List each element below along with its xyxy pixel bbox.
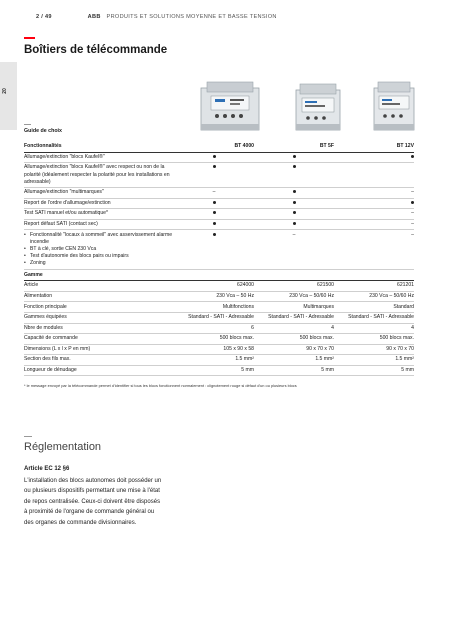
mark-cell <box>174 230 254 269</box>
mark-cell: – <box>334 219 414 230</box>
mark-cell: – <box>334 188 414 199</box>
gamme-value-cell: Standard - SATI - Adressable <box>174 312 254 323</box>
gamme-value-cell: 4 <box>334 323 414 334</box>
gamme-value-cell: 1.5 mm² <box>254 355 334 366</box>
gamme-value-cell: 6 <box>174 323 254 334</box>
reglementation-title: Réglementation <box>24 441 102 453</box>
gamme-label-cell: Alimentation <box>24 291 174 302</box>
page-header <box>36 14 277 20</box>
mark-cell <box>334 152 414 163</box>
gamme-value-cell: 230 Vca – 50 Hz <box>174 291 254 302</box>
mark-cell <box>254 198 334 209</box>
col-header: BT 4000 <box>174 142 254 152</box>
gamme-row <box>24 312 414 323</box>
col-header: BT 5F <box>254 142 334 152</box>
feature-label: Allumage/extinction "blocs Kaufel®" <box>24 152 174 163</box>
gamme-value-cell: Standard - SATI - Adressable <box>254 312 334 323</box>
dot-icon <box>293 201 296 204</box>
gamme-row <box>24 281 414 292</box>
features-body <box>24 152 414 230</box>
page-title: Boîtiers de télécommande <box>24 44 168 56</box>
gamme-value-cell: 500 blocs max. <box>334 334 414 345</box>
mark-cell <box>254 209 334 220</box>
bullet-item: • BT à clé, sortie CEN 230 Vca <box>24 246 174 253</box>
gamme-value-cell: 105 x 90 x 58 <box>174 344 254 355</box>
reglementation-text: L'installation des blocs autonomes doit posséder un ou plusieurs dispositifs permettant une mise à l'état de repos centralisée. Ceux-ci doivent être disposés à proximité de l'organe de commande général ou des organes de commande divisionnaires. <box>24 478 162 526</box>
feature-row <box>24 163 414 188</box>
gamme-label-cell: Capacité de commande <box>24 334 174 345</box>
bt-4000-image <box>197 80 263 136</box>
bullet-item: • Zoning <box>24 260 174 267</box>
gamme-label-cell: Section des fils max. <box>24 355 174 366</box>
spec-table <box>24 142 414 376</box>
mark-cell <box>174 152 254 163</box>
feature-row <box>24 198 414 209</box>
footnote: * le message envoyé par la télécommande permet d'identifier si tous les blocs fonctionnent normalement : clignotement rouge si défaut d'un ou plusieurs blocs <box>24 383 297 388</box>
gamme-value-cell: 4 <box>254 323 334 334</box>
dot-icon <box>293 155 296 158</box>
mark-cell: – <box>334 230 414 269</box>
feature-row <box>24 209 414 220</box>
feature-label: Test SATI manuel et/ou automatique* <box>24 209 174 220</box>
dot-icon <box>293 165 296 168</box>
dot-icon <box>293 211 296 214</box>
guide-label: Guide de choix <box>24 128 62 134</box>
gamme-value-cell: Multimarques <box>254 302 334 313</box>
side-tab <box>0 62 17 130</box>
mark-cell: – <box>334 209 414 220</box>
gamme-value-cell: 230 Vca – 50/60 Hz <box>254 291 334 302</box>
gamme-value-cell: 5 mm <box>334 365 414 376</box>
dot-icon <box>293 190 296 193</box>
dot-icon <box>213 222 216 225</box>
mark-cell <box>254 219 334 230</box>
gamme-value-cell: Multifonctions <box>174 302 254 313</box>
mark-cell <box>174 219 254 230</box>
gamme-label-cell: Gammes équipées <box>24 312 174 323</box>
bt-5f-image <box>292 80 344 136</box>
gamme-value-cell: 500 blocs max. <box>174 334 254 345</box>
section-rule <box>24 436 32 437</box>
gamme-value-cell: 624000 <box>174 281 254 292</box>
gamme-value-cell: 5 mm <box>174 365 254 376</box>
gamme-row <box>24 323 414 334</box>
gamme-value-cell: 1.5 mm² <box>334 355 414 366</box>
gamme-value-cell: 230 Vca – 50/60 Hz <box>334 291 414 302</box>
gamme-header-row <box>24 269 414 280</box>
mark-cell <box>254 163 334 188</box>
gamme-value-cell: 621201 <box>334 281 414 292</box>
section-rule <box>24 124 31 125</box>
gamme-label: Gamme <box>24 269 414 280</box>
accent-bar <box>24 37 35 39</box>
brand-name: ABB <box>87 14 101 20</box>
side-tab-number: 20 <box>1 88 8 94</box>
table-header-row <box>24 142 414 152</box>
mark-cell <box>334 198 414 209</box>
mark-cell <box>174 198 254 209</box>
feature-label: Allumage/extinction "multimarques" <box>24 188 174 199</box>
dot-icon <box>213 155 216 158</box>
gamme-label-cell: Fonction principale <box>24 302 174 313</box>
gamme-row <box>24 355 414 366</box>
dot-icon <box>213 233 216 236</box>
bullets-row <box>24 230 414 269</box>
mark-cell <box>334 163 414 188</box>
page-number: 2 / 49 <box>36 14 52 20</box>
gamme-value-cell: 500 blocs max. <box>254 334 334 345</box>
mark-cell <box>254 188 334 199</box>
mark-cell: – <box>254 230 334 269</box>
gamme-label-cell: Nbre de modules <box>24 323 174 334</box>
gamme-value-cell: Standard <box>334 302 414 313</box>
gamme-row <box>24 365 414 376</box>
feature-row <box>24 219 414 230</box>
col-header: BT 12V <box>334 142 414 152</box>
gamme-value-cell: 90 x 70 x 70 <box>254 344 334 355</box>
bullet-item: • Fonctionnalité "locaux à sommeil" avec asservissement alarme incendie <box>24 232 174 246</box>
dot-icon <box>213 165 216 168</box>
mark-cell <box>174 209 254 220</box>
gamme-row <box>24 334 414 345</box>
header-subtitle: PRODUITS ET SOLUTIONS MOYENNE ET BASSE TENSION <box>106 14 277 20</box>
feature-row <box>24 188 414 199</box>
bt-12v-image <box>370 80 418 136</box>
dot-icon <box>411 201 414 204</box>
gamme-label-cell: Dimensions (L x l x P en mm) <box>24 344 174 355</box>
gamme-row <box>24 291 414 302</box>
feature-label: Allumage/extinction "blocs Kaufel®" avec respect ou non de la polarité (idéalement respecter la polarité pour les installations en adressable) <box>24 163 174 188</box>
bullets-cell <box>24 230 174 269</box>
gamme-label-cell: Article <box>24 281 174 292</box>
gamme-row <box>24 344 414 355</box>
mark-cell <box>254 152 334 163</box>
gamme-body <box>24 281 414 376</box>
article-ref: Article EC 12 §6 <box>24 466 70 472</box>
feature-label: Report de l'ordre d'allumage/extinction <box>24 198 174 209</box>
gamme-value-cell: Standard - SATI - Adressable <box>334 312 414 323</box>
dot-icon <box>293 222 296 225</box>
gamme-value-cell: 5 mm <box>254 365 334 376</box>
feature-label: Report défaut SATI (contact sec) <box>24 219 174 230</box>
bullet-item: • Test d'autonomie des blocs pairs ou impairs <box>24 253 174 260</box>
feature-row <box>24 152 414 163</box>
gamme-row <box>24 302 414 313</box>
gamme-label-cell: Longueur de dénudage <box>24 365 174 376</box>
gamme-value-cell: 621500 <box>254 281 334 292</box>
gamme-value-cell: 90 x 70 x 70 <box>334 344 414 355</box>
col-header: Fonctionnalités <box>24 142 174 152</box>
gamme-value-cell: 1.5 mm² <box>174 355 254 366</box>
dot-icon <box>411 155 414 158</box>
dot-icon <box>213 211 216 214</box>
dot-icon <box>213 201 216 204</box>
mark-cell <box>174 163 254 188</box>
mark-cell: – <box>174 188 254 199</box>
